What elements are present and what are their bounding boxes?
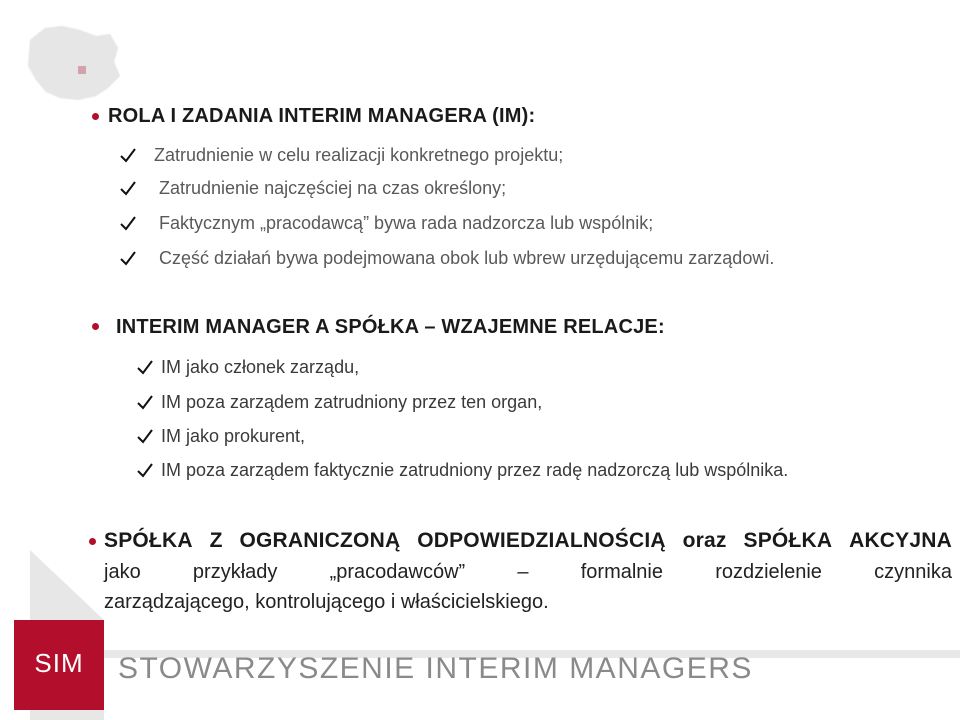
list-item: Zatrudnienie najczęściej na czas określony; bbox=[159, 178, 507, 198]
checkmark-icon bbox=[118, 178, 138, 198]
paragraph-word: jako bbox=[104, 561, 141, 583]
checkmark-icon bbox=[118, 248, 138, 268]
paragraph-line: zarządzającego, kontrolującego i właścicielskiego. bbox=[104, 591, 549, 613]
sim-logo-text: SIM bbox=[34, 648, 84, 678]
paragraph-word: rozdzielenie bbox=[715, 561, 822, 583]
paragraph-word: – bbox=[517, 561, 529, 583]
bullet-dot-icon bbox=[92, 113, 99, 120]
checkmark-icon bbox=[118, 145, 138, 165]
heading-word: OGRANICZONĄ bbox=[239, 529, 401, 552]
poland-map-watermark bbox=[0, 0, 130, 120]
list-item: IM poza zarządem zatrudniony przez ten organ, bbox=[161, 392, 543, 412]
list-item: IM jako prokurent, bbox=[161, 426, 306, 446]
heading-word: AKCYJNA bbox=[849, 529, 952, 552]
heading-word: oraz bbox=[682, 529, 727, 552]
checkmark-icon bbox=[118, 213, 138, 233]
list-item: Zatrudnienie w celu realizacji konkretnego projektu; bbox=[154, 145, 564, 165]
list-item: IM jako członek zarządu, bbox=[161, 357, 360, 377]
map-marker-icon bbox=[78, 66, 86, 74]
heading-word: SPÓŁKA bbox=[743, 529, 833, 552]
paragraph-line bbox=[104, 561, 952, 584]
section-heading bbox=[104, 529, 952, 553]
paragraph-word: „pracodawców” bbox=[329, 561, 466, 583]
heading-word: SPÓŁKA bbox=[104, 529, 193, 552]
list-item: Faktycznym „pracodawcą” bywa rada nadzorcza lub wspólnik; bbox=[159, 213, 654, 233]
section-heading: INTERIM MANAGER A SPÓŁKA – WZAJEMNE RELACJE: bbox=[116, 316, 665, 338]
heading-word: Z bbox=[209, 529, 223, 552]
organization-name: STOWARZYSZENIE INTERIM MANAGERS bbox=[118, 652, 753, 685]
checkmark-icon bbox=[135, 357, 155, 377]
bullet-dot-icon bbox=[92, 323, 99, 330]
paragraph-word: czynnika bbox=[874, 561, 952, 583]
heading-word: ODPOWIEDZIALNOŚCIĄ bbox=[417, 529, 666, 552]
checkmark-icon bbox=[135, 392, 155, 412]
list-item: IM poza zarządem faktycznie zatrudniony przez radę nadzorczą lub wspólnika. bbox=[161, 460, 789, 480]
section-heading: ROLA I ZADANIA INTERIM MANAGERA (IM): bbox=[108, 105, 536, 127]
bullet-dot-icon bbox=[89, 538, 96, 545]
checkmark-icon bbox=[135, 426, 155, 446]
paragraph-word: przykłady bbox=[192, 561, 278, 583]
checkmark-icon bbox=[135, 460, 155, 480]
list-item: Część działań bywa podejmowana obok lub wbrew urzędującemu zarządowi. bbox=[159, 248, 775, 268]
paragraph-word: formalnie bbox=[580, 561, 663, 583]
